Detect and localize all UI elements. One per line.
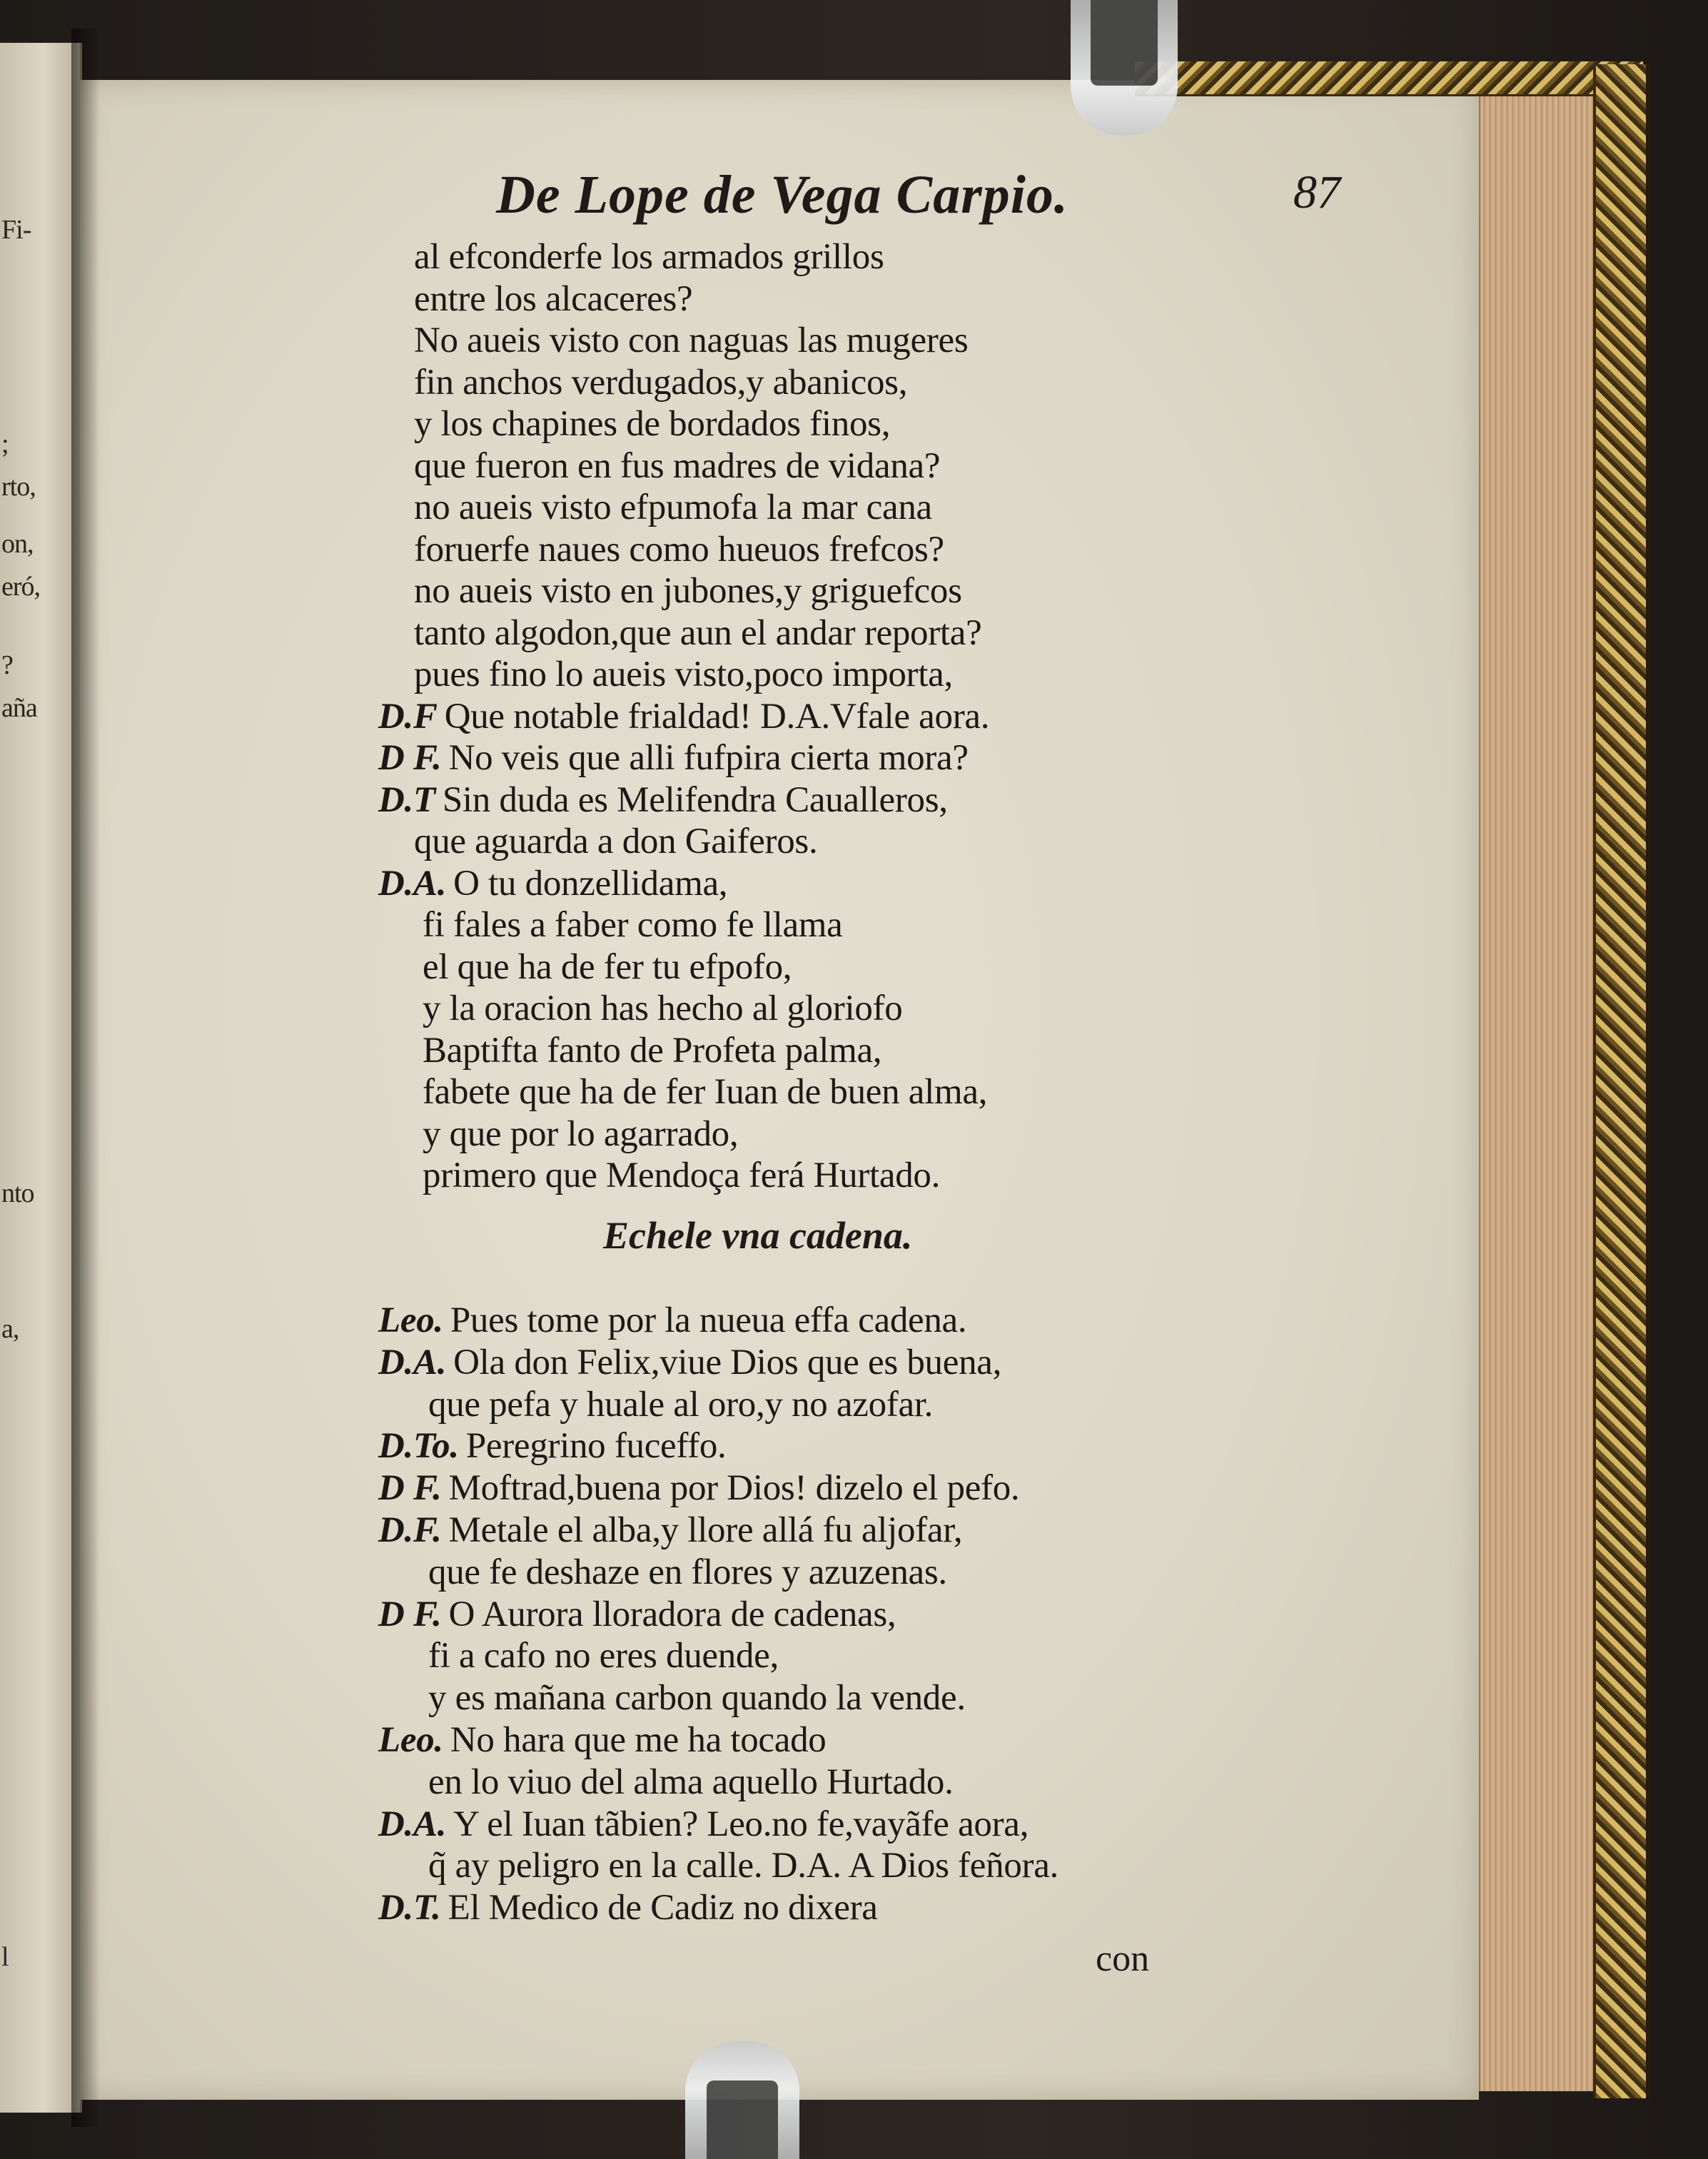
verse-line-text: fin anchos verdugados,y abanicos,: [414, 362, 908, 403]
speaker-abbreviation: D.T: [378, 779, 435, 820]
verse-line: [414, 528, 944, 571]
verse-line: [378, 1509, 962, 1552]
verse-line: [428, 1761, 954, 1804]
verse-line-text: foruerfe naues como hueuos frefcos?: [414, 529, 944, 570]
verse-line: [423, 1154, 940, 1197]
verse-line: [414, 486, 932, 529]
verse-line: [378, 1299, 966, 1342]
previous-page-fragment: Fi-: [1, 215, 31, 245]
verse-line-text: tanto algodon,que aun el andar reporta?: [414, 612, 982, 653]
verse-line-text: Que notable frialdad! D.A.Vfale aora.: [444, 696, 990, 737]
verse-line: [414, 820, 817, 863]
verse-line: [423, 987, 902, 1030]
verse-line: [428, 1634, 779, 1677]
page-fore-edge: [1479, 93, 1595, 2091]
catchword: con: [1096, 1938, 1150, 1979]
verse-line-text: fi a cafo no eres duende,: [428, 1636, 779, 1677]
speaker-abbreviation: D.T.: [378, 1888, 441, 1928]
verse-line: [378, 1803, 1029, 1846]
verse-line-text: El Medico de Cadiz no dixera: [448, 1888, 878, 1928]
gutter-shadow: [71, 29, 100, 2127]
verse-line-text: no aueis visto en jubones,y griguefcos: [414, 571, 962, 611]
verse-line: [378, 737, 969, 779]
verse-line: [378, 1886, 878, 1929]
verse-line: [423, 1113, 738, 1156]
verse-line: [414, 612, 981, 654]
verse-line-text: q̃ ay peligro en la calle. D.A. A Dios feñora.: [428, 1846, 1058, 1886]
verse-line: [428, 1383, 933, 1426]
verse-line-text: O tu donzellidama,: [453, 863, 728, 904]
verse-line-text: pues fino lo aueis visto,poco importa,: [414, 654, 953, 694]
verse-line: [423, 904, 843, 946]
speaker-abbreviation: D.A.: [378, 863, 447, 904]
page-clip-bottom: [685, 2041, 799, 2159]
verse-line: [423, 1029, 881, 1072]
verse-line: [378, 1467, 1019, 1510]
verse-line: [414, 445, 940, 487]
verse-line: [378, 1425, 727, 1467]
verse-line: [428, 1551, 947, 1594]
verse-line-text: No hara que me ha tocado: [450, 1720, 827, 1760]
speaker-abbreviation: D F.: [378, 738, 442, 778]
page-clip-top: [1071, 0, 1178, 136]
speaker-abbreviation: D.F: [378, 696, 438, 737]
speaker-abbreviation: D.A.: [378, 1804, 447, 1844]
verse-line-text: No veis que alli fufpira cierta mora?: [448, 738, 969, 778]
verse-line-text: el que ha de fer tu efpofo,: [423, 946, 792, 987]
previous-page-fragment: eró,: [1, 572, 41, 602]
verse-line: [378, 1719, 827, 1761]
verse-line-text: Y el Iuan tãbien? Leo.no fe,vayãfe aora,: [453, 1804, 1029, 1844]
previous-page-fragment: on,: [1, 529, 34, 559]
verse-line: [414, 570, 962, 612]
speaker-abbreviation: D.To.: [378, 1426, 459, 1467]
verse-line-text: en lo viuo del alma aquello Hurtado.: [428, 1761, 954, 1802]
verse-line: [378, 1593, 896, 1636]
verse-line: [423, 1071, 987, 1113]
verse-line: [378, 695, 989, 738]
verse-line-text: Peregrino fuceffo.: [465, 1426, 727, 1467]
previous-page-fragment: aña: [1, 693, 37, 723]
verse-line-text: que pefa y huale al oro,y no azofar.: [428, 1384, 934, 1425]
speaker-abbreviation: D.F.: [378, 1510, 442, 1550]
verse-line-text: que aguarda a don Gaiferos.: [414, 821, 818, 861]
verse-line-text: que fe deshaze en flores y azuzenas.: [428, 1552, 947, 1592]
previous-page-fragment: nto: [1, 1178, 34, 1208]
verse-line: [423, 946, 792, 989]
previous-page-fragment: ;: [1, 429, 9, 459]
verse-line: [414, 403, 890, 445]
gilt-border-top: [1135, 61, 1643, 96]
verse-line-text: y que por lo agarrado,: [423, 1113, 739, 1154]
previous-page-edge: [0, 43, 82, 2113]
verse-line-text: y los chapines de bordados finos,: [414, 404, 891, 444]
previous-page-fragment: rto,: [1, 472, 36, 502]
speaker-abbreviation: Leo.: [378, 1300, 443, 1340]
folio-number: 87: [1293, 166, 1340, 218]
verse-line-text: Moftrad,buena por Dios! dizelo el pefo.: [448, 1468, 1020, 1509]
speaker-abbreviation: D.A.: [378, 1342, 447, 1382]
verse-line-text: Sin duda es Melifendra Caualleros,: [442, 779, 948, 820]
verse-line: [414, 278, 692, 320]
verse-line: [414, 319, 968, 362]
verse-line: [428, 1677, 966, 1719]
stage-direction: Echele vna cadena.: [603, 1214, 913, 1257]
speaker-abbreviation: D F.: [378, 1594, 442, 1634]
verse-line: [378, 1341, 1001, 1384]
verse-line-text: al efconderfe los armados grillos: [414, 237, 884, 277]
verse-line: [378, 862, 727, 905]
verse-line-text: O Aurora lloradora de cadenas,: [448, 1594, 896, 1634]
verse-line-text: Ola don Felix,viue Dios que es buena,: [453, 1342, 1002, 1382]
verse-line-text: no aueis visto efpumofa la mar cana: [414, 487, 932, 527]
verse-line: [414, 653, 953, 696]
speaker-abbreviation: D F.: [378, 1468, 442, 1509]
verse-line-text: fi fales a faber como fe llama: [423, 905, 843, 945]
verse-line-text: y la oracion has hecho al gloriofo: [423, 989, 903, 1028]
verse-line-text: fabete que ha de fer Iuan de buen alma,: [423, 1072, 988, 1112]
running-head: De Lope de Vega Carpio.: [496, 165, 1068, 225]
verse-line-text: Metale el alba,y llore allá fu aljofar,: [448, 1510, 963, 1550]
gilt-border-right: [1593, 64, 1650, 2098]
verse-line-text: entre los alcaceres?: [414, 278, 693, 319]
verse-line-text: No aueis visto con naguas las mugeres: [414, 320, 969, 360]
verse-line: [378, 779, 948, 821]
previous-page-fragment: a,: [1, 1314, 19, 1344]
verse-line-text: y es mañana carbon quando la vende.: [428, 1678, 966, 1719]
verse-line-text: Pues tome por la nueua effa cadena.: [450, 1300, 967, 1340]
verse-line: [414, 361, 907, 404]
verse-line-text: que fueron en fus madres de vidana?: [414, 445, 941, 486]
speaker-abbreviation: Leo.: [378, 1720, 443, 1760]
verse-line: [414, 236, 884, 278]
verse-line-text: primero que Mendoça ferá Hurtado.: [423, 1156, 941, 1195]
verse-line-text: Baptifta fanto de Profeta palma,: [423, 1030, 882, 1071]
previous-page-fragment: ?: [1, 650, 13, 680]
previous-page-fragment: l: [1, 1942, 9, 1972]
verse-line: [428, 1844, 1058, 1887]
